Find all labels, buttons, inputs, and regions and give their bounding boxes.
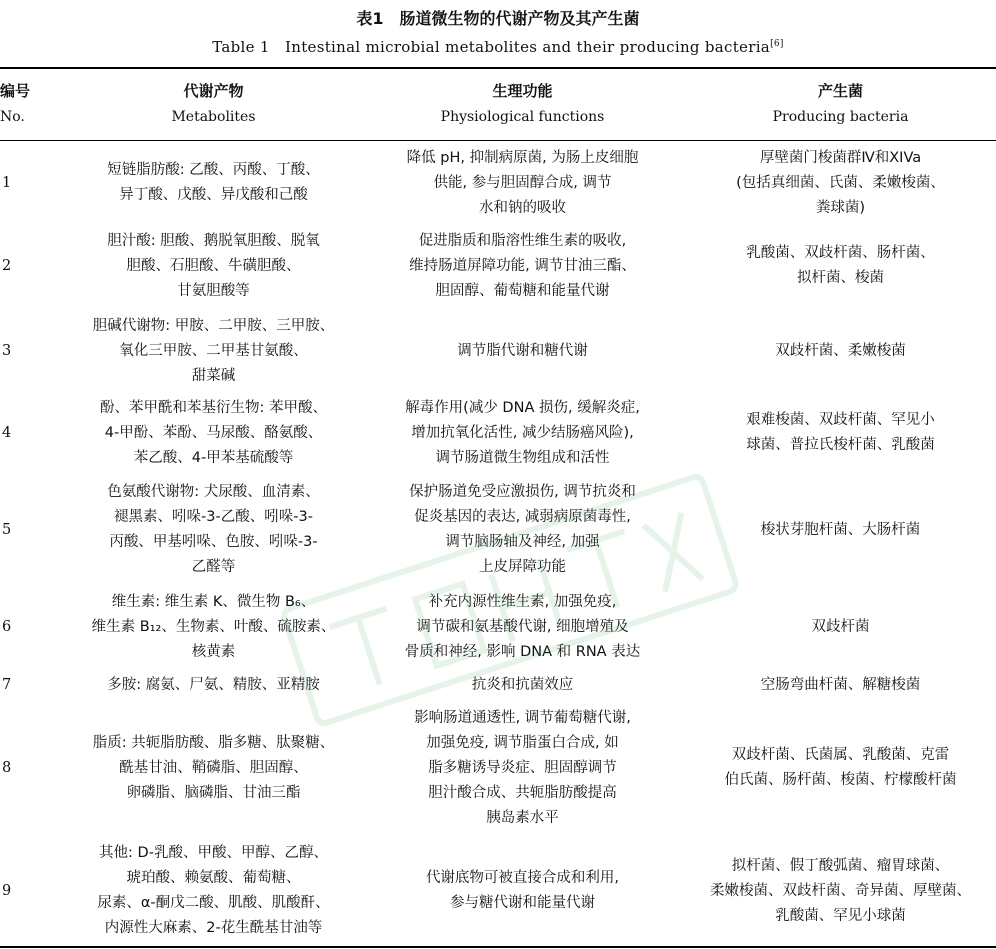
cell-number (2, 144, 42, 222)
header-bacteria (685, 78, 996, 130)
row-bacteria: 拟杆菌、假丁酸弧菌、瘤胃球菌、 柔嫩梭菌、双歧杆菌、奇异菌、厚壁菌、 乳酸菌、罕见小球菌 (710, 857, 971, 924)
cell-functions (360, 703, 685, 833)
cell-functions (360, 226, 685, 306)
row-bacteria: 双歧杆菌 (811, 618, 870, 635)
row-bacteria: 艰难梭菌、双歧杆菌、罕见小 球菌、普拉氏梭杆菌、乳酸菌 (746, 412, 935, 453)
row-metabolites: 胆汁酸: 胆酸、鹅脱氧胆酸、脱氧 胆酸、石胆酸、牛磺胆酸、 甘氨胆酸等 (107, 232, 320, 299)
table-title-cn: 表1 肠道微生物的代谢产物及其产生菌 (356, 9, 640, 28)
cell-functions (360, 587, 685, 667)
row-number: 6 (2, 618, 12, 635)
cell-bacteria (685, 144, 996, 222)
cell-bacteria (685, 587, 996, 667)
cell-functions (360, 312, 685, 390)
table-row (0, 587, 996, 667)
header-metabolites-cn: 代谢产物 (183, 82, 244, 100)
cell-bacteria (685, 670, 996, 700)
row-functions: 降低 pH, 抑制病原菌, 为肠上皮细胞 供能, 参与胆固醇合成, 调节 水和钠的吸收 (406, 149, 639, 216)
cell-bacteria (685, 838, 996, 944)
cell-bacteria (685, 312, 996, 390)
row-number: 1 (2, 174, 12, 191)
header-number (0, 78, 60, 130)
cell-bacteria (685, 703, 996, 833)
header-metabolites (72, 78, 355, 130)
table-row (0, 670, 996, 700)
header-metabolites-en: Metabolites (171, 109, 256, 125)
table-title-en-text: Table 1 Intestinal microbial metabolites and their producing bacteria (212, 38, 771, 56)
row-bacteria: 厚壁菌门梭菌群Ⅳ和XIVa (包括真细菌、氏菌、柔嫩梭菌、 粪球菌) (736, 149, 945, 216)
row-bacteria: 梭状芽胞杆菌、大肠杆菌 (760, 521, 921, 538)
cell-metabolites (72, 587, 355, 667)
cell-metabolites (72, 144, 355, 222)
cell-bacteria (685, 393, 996, 473)
header-number-en: No. (0, 109, 25, 125)
row-functions: 保护肠道免受应激损伤, 调节抗炎和 促炎基因的表达, 减弱病原菌毒性, 调节脑肠轴及神经, 加强 上皮屏障功能 (409, 484, 636, 575)
row-functions: 补充内源性维生素, 加强免疫, 调节碳和氨基酸代谢, 细胞增殖及 骨质和神经, 影响 DNA 和 RNA 表达 (404, 593, 641, 660)
row-number: 8 (2, 759, 12, 776)
cell-number (2, 703, 42, 833)
row-metabolites: 多胺: 腐氨、尸氨、精胺、亚精胺 (107, 676, 320, 693)
table-row (0, 144, 996, 222)
cell-number (2, 670, 42, 700)
row-number: 9 (2, 882, 12, 899)
row-functions: 调节脂代谢和糖代谢 (457, 342, 588, 359)
cell-number (2, 838, 42, 944)
header-bacteria-en: Producing bacteria (772, 109, 909, 125)
reference-marker: [6] (770, 39, 784, 49)
cell-number (2, 226, 42, 306)
cell-metabolites (72, 226, 355, 306)
cell-number (2, 477, 42, 583)
top-rule (0, 67, 996, 69)
row-metabolites: 短链脂肪酸: 乙酸、丙酸、丁酸、 异丁酸、戊酸、异戊酸和己酸 (107, 162, 320, 203)
row-functions: 代谢底物可被直接合成和利用, 参与糖代谢和能量代谢 (425, 870, 620, 911)
row-bacteria: 乳酸菌、双歧杆菌、肠杆菌、 拟杆菌、梭菌 (746, 245, 935, 286)
cell-metabolites (72, 670, 355, 700)
row-metabolites: 胆碱代谢物: 甲胺、二甲胺、三甲胺、 氧化三甲胺、二甲基甘氨酸、 甜菜碱 (92, 317, 335, 384)
row-bacteria: 双歧杆菌、柔嫩梭菌 (775, 342, 906, 359)
row-number: 2 (2, 257, 12, 274)
cell-functions (360, 393, 685, 473)
table-row (0, 393, 996, 473)
row-metabolites: 酚、苯甲酰和苯基衍生物: 苯甲酸、 4-甲酚、苯酚、马尿酸、酪氨酸、 苯乙酸、4-甲苯基硫酸等 (100, 399, 327, 466)
cell-metabolites (72, 838, 355, 944)
row-metabolites: 脂质: 共轭脂肪酸、脂多糖、肽聚糖、 酰基甘油、鞘磷脂、胆固醇、 卵磷脂、脑磷脂、甘油三酯 (92, 734, 335, 801)
row-number: 4 (2, 424, 12, 441)
cell-functions (360, 670, 685, 700)
row-bacteria: 双歧杆菌、氏菌属、乳酸菌、克雷 伯氏菌、肠杆菌、梭菌、柠檬酸杆菌 (724, 747, 957, 788)
cell-metabolites (72, 703, 355, 833)
header-functions (360, 78, 685, 130)
cell-bacteria (685, 226, 996, 306)
header-bacteria-cn: 产生菌 (817, 82, 863, 100)
cell-metabolites (72, 477, 355, 583)
header-functions-en: Physiological functions (440, 109, 605, 125)
row-functions: 促进脂质和脂溶性维生素的吸收, 维持肠道屏障功能, 调节甘油三酯、 胆固醇、葡萄糖和能量代谢 (409, 232, 636, 299)
table-row (0, 226, 996, 306)
row-number: 7 (2, 676, 12, 693)
table-row (0, 703, 996, 833)
row-number: 3 (2, 342, 12, 359)
cell-number (2, 312, 42, 390)
header-number-cn: 编号 (0, 82, 31, 100)
cell-functions (360, 477, 685, 583)
cell-bacteria (685, 477, 996, 583)
cell-metabolites (72, 393, 355, 473)
row-functions: 抗炎和抗菌效应 (471, 676, 574, 693)
row-functions: 影响肠道通透性, 调节葡萄糖代谢, 加强免疫, 调节脂蛋白合成, 如 脂多糖诱导炎症、胆固醇调节 胆汁酸合成、共轭脂肪酸提高 胰岛素水平 (414, 709, 631, 826)
row-number: 5 (2, 521, 12, 538)
cell-functions (360, 144, 685, 222)
table-row (0, 312, 996, 390)
header-functions-cn: 生理功能 (492, 82, 553, 100)
row-bacteria: 空肠弯曲杆菌、解糖梭菌 (760, 676, 921, 693)
table-row (0, 838, 996, 944)
row-metabolites: 其他: D-乳酸、甲酸、甲醇、乙醇、 琥珀酸、赖氨酸、葡萄糖、 尿素、α-酮戊二酸、肌酸、肌酸酐、 内源性大麻素、2-花生酰基甘油等 (97, 845, 330, 936)
row-metabolites: 色氨酸代谢物: 犬尿酸、血清素、 褪黑素、吲哚-3-乙酸、吲哚-3- 丙酸、甲基吲哚、色胺、吲哚-3- 乙醛等 (107, 484, 320, 575)
row-metabolites: 维生素: 维生素 K、微生物 B₆、 维生素 B₁₂、生物素、叶酸、硫胺素、 核黄素 (91, 593, 336, 660)
header-rule (0, 140, 996, 141)
bottom-rule (0, 946, 996, 948)
cell-number (2, 587, 42, 667)
table-row (0, 477, 996, 583)
cell-metabolites (72, 312, 355, 390)
table-title-en (0, 36, 996, 57)
cell-functions (360, 838, 685, 944)
row-functions: 解毒作用(减少 DNA 损伤, 缓解炎症, 增加抗氧化活性, 减少结肠癌风险), 调节肠道微生物组成和活性 (405, 399, 640, 466)
cell-number (2, 393, 42, 473)
